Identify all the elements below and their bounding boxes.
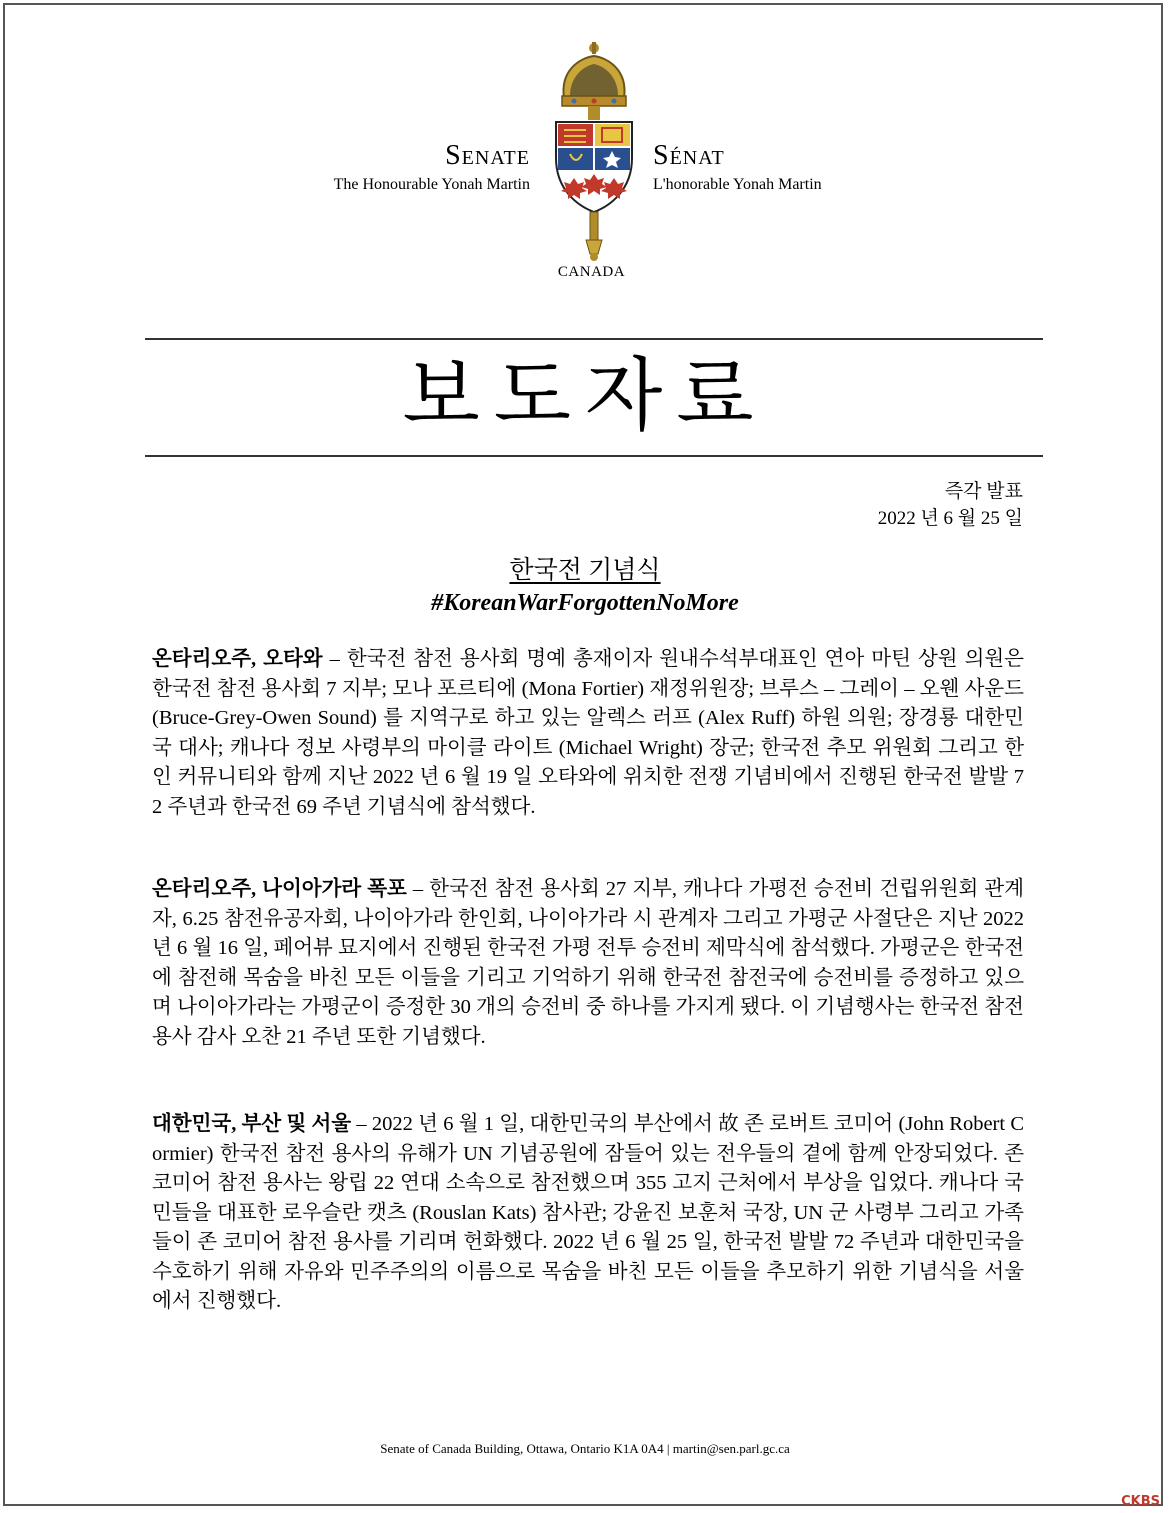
paragraph-body: – 한국전 참전 용사회 명예 총재이자 원내수석부대표인 연아 마틴 상원 의원은 한국전 참전 용사회 7 지부; 모나 포르티에 (Mona Fortier) 재정위원장; 브루스 – 그레이 – 오웬 사운드 (Bruce-Grey-Owen Sound) 를 지역구로 하고 있는 알렉스 러프 (Alex Ruff) 하원 의원; 장경룡 대한민국 대사; 캐나다 정보 사령부의 마이클 라이트 (Michael Wright) 장군; 한국전 추모 위원회 그리고 한인 커뮤니티와 함께 지난 2022 년 6 월 19 일 오타와에 위치한 전쟁 기념비에서 진행된 한국전 발발 72 주년과 한국전 69 주년 기념식에 참석했다. xyxy=(152,648,1024,818)
senator-name-en: The Honourable Yonah Martin xyxy=(333,176,530,193)
top-divider xyxy=(145,338,1043,340)
paragraph-busan-seoul xyxy=(152,1110,1024,1317)
release-type: 즉각 발표 xyxy=(944,481,1023,502)
paragraph-body: – 2022 년 6 월 1 일, 대한민국의 부산에서 故 존 로버트 코미어 (John Robert Cormier) 한국전 참전 용사의 유해가 UN 기념공원에 잠들어 있는 전우들의 곁에 함께 안장되었다. 존 코미어 참전 용사는 왕립 22 연대 소속으로 참전했으며 355 고지 근처에서 부상을 입었다. 캐나다 국민들을 대표한 로우슬란 캣츠 (Rouslan Kats) 참사관; 강윤진 보훈처 국장, UN 군 사령부 그리고 가족들이 존 코미어 참전 용사를 기리며 헌화했다. 2022 년 6 월 25 일, 한국전 발발 72 주년과 대한민국을 수호하기 위해 자유와 민주주의의 이름으로 목숨을 바친 모든 이들을 추모하기 위한 기념식을 서울에서 진행했다. xyxy=(152,1113,1024,1312)
country-label: CANADA xyxy=(557,264,626,280)
senate-title-en: Senate xyxy=(445,140,530,171)
header-french xyxy=(653,140,822,194)
bottom-divider xyxy=(145,455,1043,457)
release-date: 2022 년 6 월 25 일 xyxy=(877,508,1023,529)
senator-name-fr: L'honorable Yonah Martin xyxy=(653,176,822,193)
footer-address: Senate of Canada Building, Ottawa, Ontario K1A 0A4 | martin@sen.parl.gc.ca xyxy=(380,1441,790,1456)
senate-coat-of-arms-icon xyxy=(550,40,638,262)
paragraph-ottawa xyxy=(152,645,1024,822)
watermark-logo: CKBS xyxy=(1121,1494,1160,1509)
paragraph-lead: 온타리오주, 나이아가라 폭포 xyxy=(152,878,407,900)
paragraph-lead: 대한민국, 부산 및 서울 xyxy=(152,1113,352,1135)
press-release-banner: 보도자료 xyxy=(402,349,768,442)
title-korean: 한국전 기념식 xyxy=(509,557,661,584)
paragraph-body: – 한국전 참전 용사회 27 지부, 캐나다 가평전 승전비 건립위원회 관계자, 6.25 참전유공자회, 나이아가라 한인회, 나이아가라 시 관계자 그리고 가평군 사절단은 지난 2022 년 6 월 16 일, 페어뷰 묘지에서 진행된 한국전 가평 전투 승전비 제막식에 참석했다. 가평군은 한국전에 참전해 목숨을 바친 모든 이들을 기리고 기억하기 위해 한국전 참전국에 승전비를 증정하고 있으며 나이아가라는 가평군이 증정한 30 개의 승전비 중 하나를 가지게 됐다. 이 기념행사는 한국전 참전 용사 감사 오찬 21 주년 또한 기념했다. xyxy=(152,878,1024,1048)
document-title xyxy=(0,555,1170,619)
title-hashtag: #KoreanWarForgottenNoMore xyxy=(431,590,739,616)
senate-title-fr: Sénat xyxy=(653,140,725,171)
paragraph-lead: 온타리오주, 오타와 xyxy=(152,648,323,670)
header-english xyxy=(334,140,530,194)
paragraph-niagara xyxy=(152,875,1024,1052)
release-info xyxy=(878,478,1023,532)
